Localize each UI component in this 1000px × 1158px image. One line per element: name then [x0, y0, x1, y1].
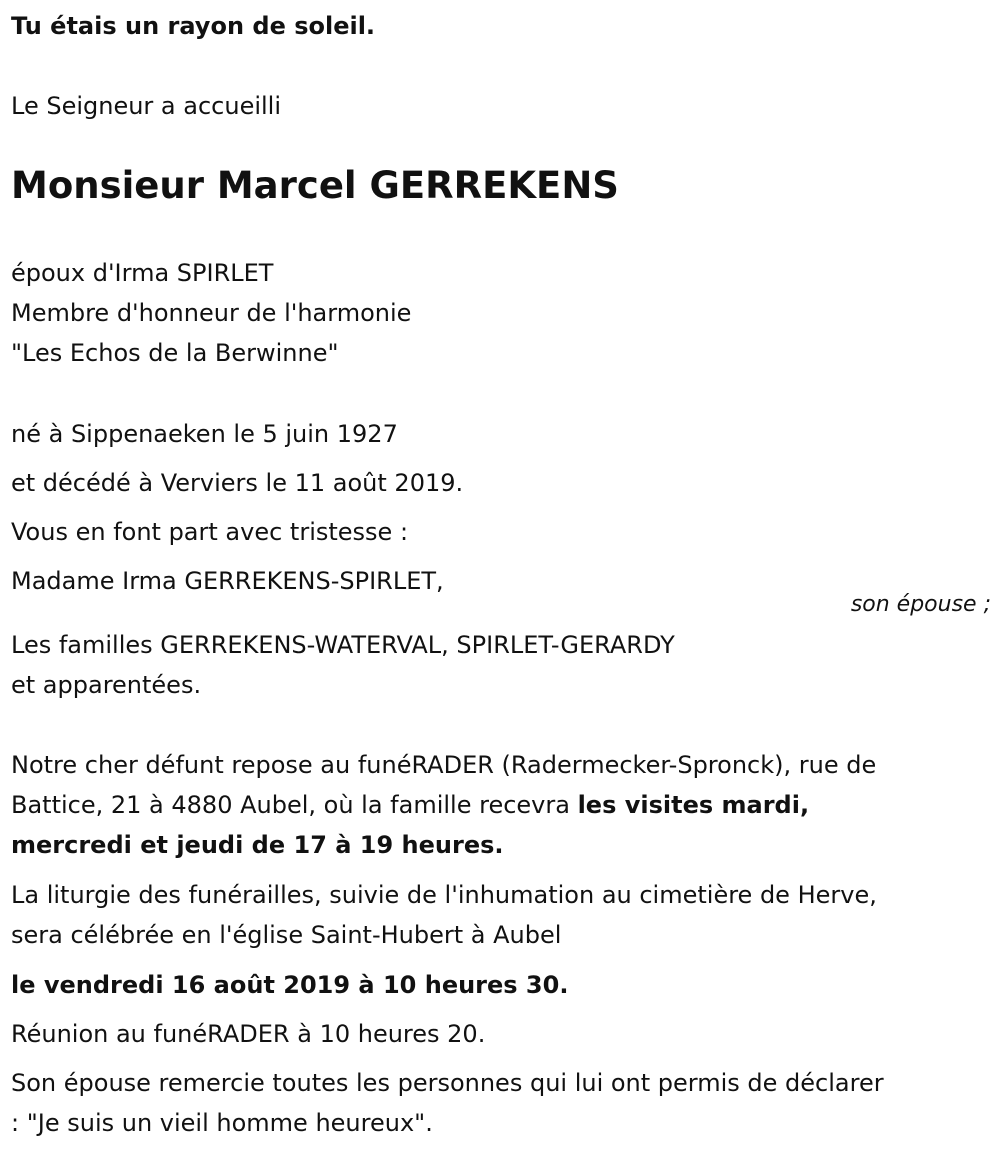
families-line-2: et apparentées.: [11, 671, 202, 699]
born-text: né à Sippenaeken le 5 juin 1927: [11, 420, 398, 448]
spouse-name: Madame Irma GERREKENS-SPIRLET,: [11, 567, 444, 595]
detail-spouse: époux d'Irma SPIRLET: [11, 259, 274, 287]
detail-harmony-name: "Les Echos de la Berwinne": [11, 339, 339, 367]
meeting-text: Réunion au funéRADER à 10 heures 20.: [11, 1020, 486, 1048]
thanks-line-1: Son épouse remercie toutes les personnes qui lui ont permis de déclarer: [11, 1069, 884, 1097]
died-text: et décédé à Verviers le 11 août 2019.: [11, 469, 464, 497]
visits-bold-1: les visites mardi,: [577, 791, 810, 819]
liturgy-line-2: sera célébrée en l'église Saint-Hubert à Aubel: [11, 921, 562, 949]
thanks-info: [11, 1063, 884, 1143]
visits-line-2: [11, 785, 876, 825]
deceased-name: Monsieur Marcel GERREKENS: [11, 164, 619, 207]
visits-line-1: Notre cher défunt repose au funéRADER (Radermecker-Spronck), rue de: [11, 751, 877, 779]
detail-membership: Membre d'honneur de l'harmonie: [11, 299, 412, 327]
date-text: le vendredi 16 août 2019 à 10 heures 30.: [11, 971, 569, 999]
intro-text: Le Seigneur a accueilli: [11, 92, 282, 120]
ceremony-date: [11, 965, 568, 1005]
liturgy-line-1: La liturgie des funérailles, suivie de l'inhumation au cimetière de Herve,: [11, 881, 877, 909]
meeting-info: [11, 1014, 485, 1054]
notice-heading: Tu étais un rayon de soleil.: [11, 12, 376, 40]
spouse-role: son épouse ;: [850, 592, 991, 617]
visits-line-2-text: Battice, 21 à 4880 Aubel, où la famille recevra: [11, 791, 578, 819]
visits-bold-2: mercredi et jeudi de 17 à 19 heures.: [11, 831, 504, 859]
birth-death-info: [11, 414, 463, 601]
announce-text: Vous en font part avec tristesse :: [11, 518, 409, 546]
families: [11, 625, 675, 705]
thanks-line-2: : "Je suis un vieil homme heureux".: [11, 1109, 433, 1137]
families-line-1: Les familles GERREKENS-WATERVAL, SPIRLET-GERARDY: [11, 631, 675, 659]
liturgy-info: [11, 875, 877, 955]
visits-info: [11, 745, 876, 865]
deceased-details: [11, 253, 411, 373]
